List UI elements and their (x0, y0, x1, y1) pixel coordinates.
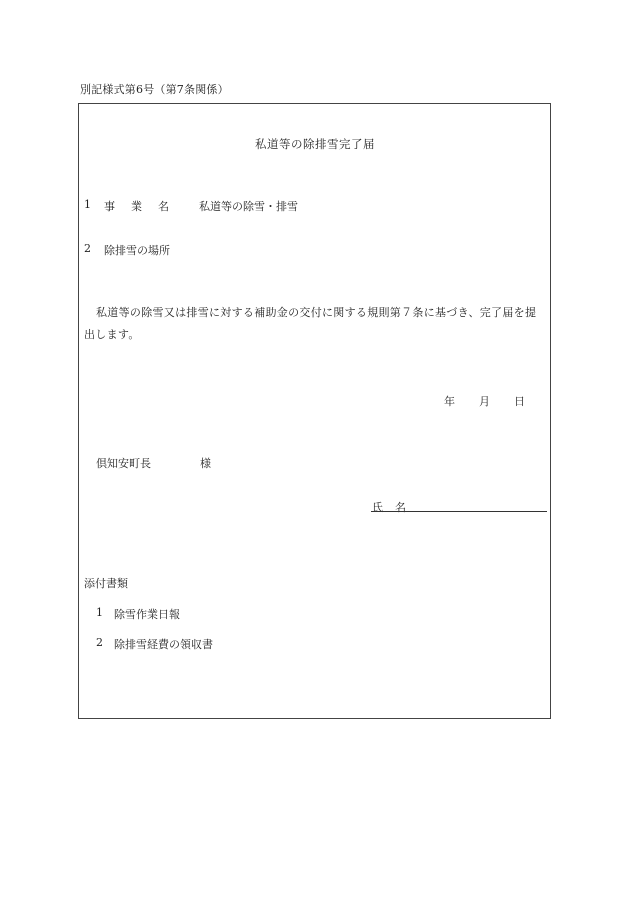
attachment-number: 2 (96, 636, 103, 649)
recipient-name: 倶知安町長 (96, 457, 151, 470)
applicant-name-line (371, 511, 547, 512)
project-name-value: 私道等の除雪・排雪 (199, 200, 298, 213)
declaration-text: 私道等の除雪又は排雪に対する補助金の交付に関する規則第７条に基づき、完了届を提出します。 (84, 306, 537, 341)
attachment-text: 除雪作業日報 (114, 608, 180, 621)
attachment-number: 1 (96, 606, 103, 619)
date-year-label: 年 (444, 395, 455, 408)
form-number-label: 別記様式第6号（第7条関係） (80, 83, 229, 96)
recipient-honorific: 様 (200, 457, 211, 470)
date-month-label: 月 (479, 395, 490, 408)
attachment-text: 除排雪経費の領収書 (114, 638, 213, 651)
location-label: 除排雪の場所 (104, 244, 170, 257)
attachments-heading: 添付書類 (84, 577, 128, 590)
item-number: 2 (84, 242, 91, 255)
date-day-label: 日 (514, 395, 525, 408)
project-name-label: 事業名 (104, 200, 185, 213)
item-number: 1 (84, 198, 91, 211)
form-frame (78, 103, 551, 719)
applicant-name-label: 氏名 (372, 501, 418, 514)
document-title: 私道等の除排雪完了届 (255, 137, 375, 151)
